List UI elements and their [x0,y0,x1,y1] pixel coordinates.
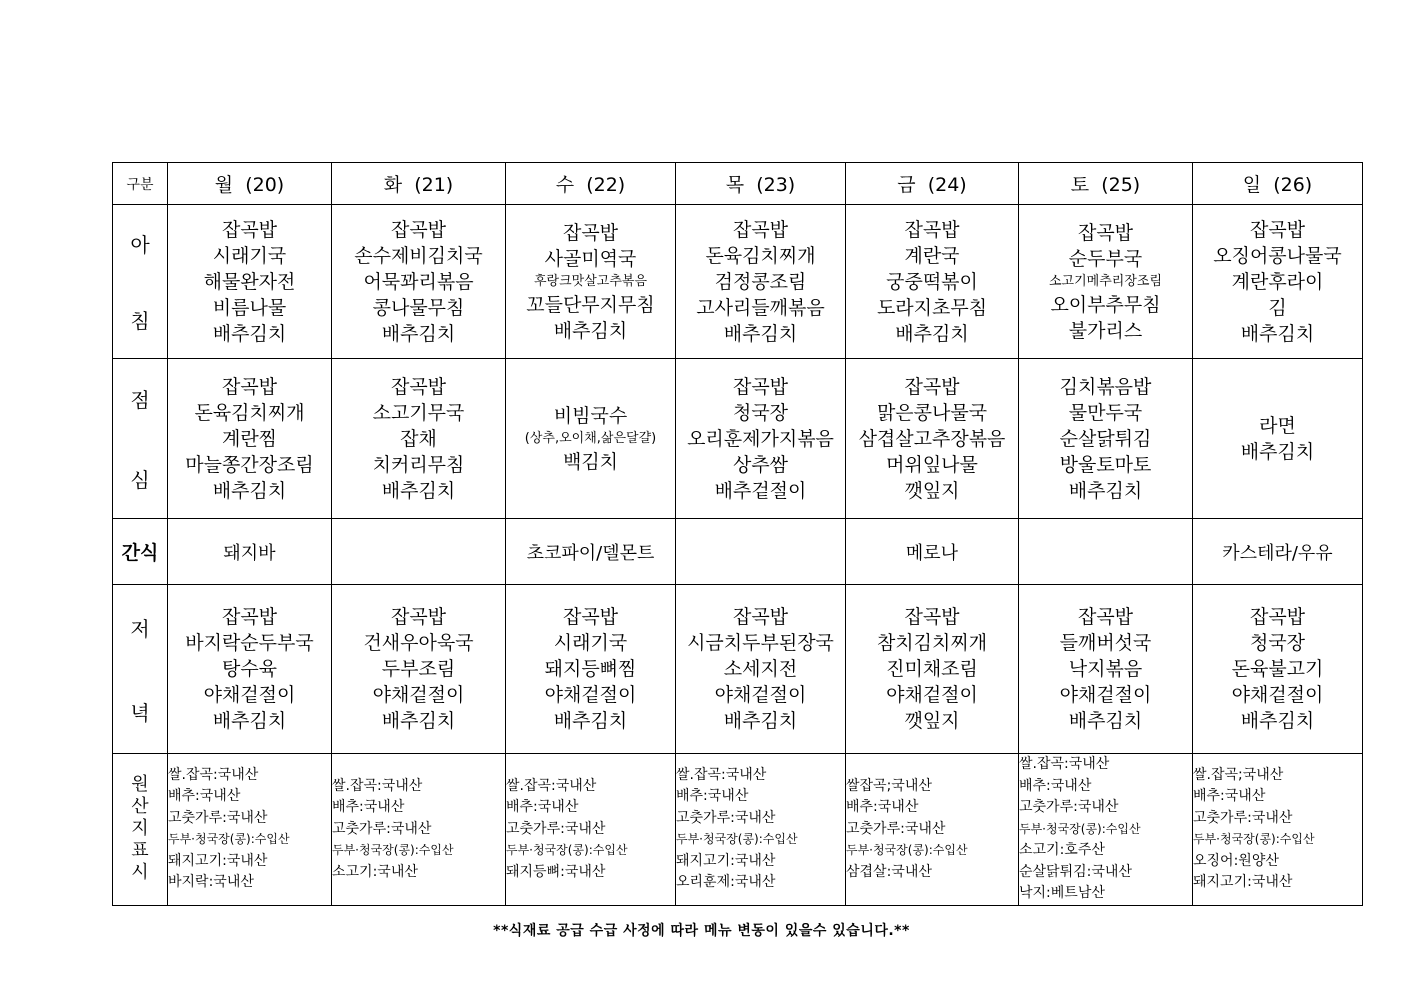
origin-line: 두부·청국장(콩):수입산 [332,843,454,857]
menu-item: 사골미역국 [544,247,637,270]
menu-item: 들깨버섯국 [1059,632,1152,654]
menu-item: 소세지전 [723,658,798,680]
menu-item: 오징어콩나물국 [1213,244,1342,267]
origin-line: 고춧가루:국내산 [506,820,606,837]
origin-cell [676,754,846,906]
origin-line: 두부·청국장(콩):수입산 [168,832,290,847]
origin-line: 두부·청국장(콩):수입산 [1193,832,1315,847]
day-date: (20) [245,174,285,196]
menu-item: 배추김치 [1240,440,1315,463]
menu-item: 건새우아욱국 [363,632,474,654]
day-header [846,163,1019,205]
row-label-char: 아 [130,232,150,257]
menu-item: 삼겹살고추장볶음 [858,427,1006,450]
origin-line: 쌀.잡곡:국내산 [1019,756,1110,772]
menu-item: 김치볶음밥 [1059,375,1152,398]
lunch-label [113,359,168,519]
day-header [506,163,676,205]
menu-item: 궁중떡볶이 [886,270,978,293]
origin-line: 배추:국내산 [1193,788,1266,805]
menu-cell [506,585,676,754]
menu-item: 야채겉절이 [886,684,978,706]
menu-item: 야채겉절이 [544,684,637,706]
menu-item: 배추김치 [1240,322,1315,345]
origin-cell [168,754,332,906]
menu-item: 시래기국 [212,244,287,267]
menu-cell [846,585,1019,754]
day-date: (21) [414,174,454,196]
menu-item: 라면 [1259,414,1296,437]
origin-line: 오징어:원양산 [1193,852,1279,869]
menu-item: 어묵꽈리볶음 [363,270,474,293]
menu-item: 깻잎지 [904,710,960,732]
menu-item: 배추김치 [723,322,798,345]
menu-cell [332,205,506,359]
menu-item: 배추겉절이 [714,479,807,502]
day-date: (24) [927,174,967,196]
day-name: 금 [897,174,916,196]
origin-cell [332,754,506,906]
snack-cell: 카스테라/우유 [1193,519,1363,585]
menu-item: 도라지초무침 [876,296,988,319]
menu-item: 머위잎나물 [886,453,978,476]
menu-item: 계란후라이 [1231,270,1324,293]
row-label-char: 침 [130,309,150,334]
day-header [676,163,846,205]
menu-item: 시금치두부된장국 [687,632,834,654]
day-date: (23) [756,174,796,196]
menu-item: 배추김치 [212,322,287,345]
menu-item: 치커리무침 [372,453,465,476]
row-label-char: 심 [130,467,150,492]
lunch-row [113,359,1363,519]
menu-item: 바지락순두부국 [185,632,314,654]
menu-item: 배추김치 [381,710,456,732]
menu-item: 마늘쫑간장조림 [185,453,314,476]
origin-cell [846,754,1019,906]
row-label-char: 원 [131,774,149,796]
menu-item: 청국장 [732,401,789,424]
menu-item: 잡곡밥 [221,218,278,241]
origin-line: 고춧가루:국내산 [846,820,946,837]
menu-item: 고사리들깨볶음 [696,296,825,319]
menu-item: 잡곡밥 [390,218,447,241]
origin-line: 삼겹살:국내산 [846,863,932,880]
menu-item: 배추김치 [895,322,969,345]
origin-line: 소고기:국내산 [332,863,418,880]
origin-line: 오리훈제:국내산 [676,874,776,891]
menu-cell [1019,585,1193,754]
menu-item: 야채겉절이 [714,684,807,706]
day-header [1019,163,1193,205]
origin-line: 두부·청국장(콩):수입산 [1019,821,1141,836]
menu-item: 참치김치찌개 [876,632,988,654]
menu-item: 잡곡밥 [1249,218,1306,241]
menu-item: 낙지볶음 [1068,658,1143,680]
menu-item: 물만두국 [1068,401,1143,424]
origin-cell [506,754,676,906]
dinner-label [113,585,168,754]
menu-item: 배추김치 [553,319,628,342]
menu-item: 방울토마토 [1059,453,1152,476]
row-label-char: 산 [131,796,149,818]
origin-line: 돼지등뼈:국내산 [506,863,606,880]
origin-line: 쌀잡곡;국내산 [846,777,932,794]
menu-item: 잡채 [400,427,437,450]
menu-cell [846,359,1019,519]
menu-item: 잡곡밥 [1077,606,1134,628]
origin-line: 두부·청국장(콩):수입산 [506,843,628,857]
origin-line: 배추:국내산 [332,799,405,815]
menu-cell [1019,205,1193,359]
origin-line: 배추:국내산 [676,788,749,805]
origin-line: 돼지고기:국내산 [168,852,268,869]
day-name: 토 [1070,174,1090,196]
menu-item: 배추김치 [1068,479,1143,502]
header-row [113,163,1363,205]
origin-cell [1193,754,1363,906]
menu-item: 깻잎지 [904,479,960,502]
origin-line: 돼지고기:국내산 [1193,874,1293,891]
menu-cell [168,359,332,519]
menu-item: 해물완자전 [203,270,296,293]
menu-item: 잡곡밥 [904,218,960,241]
dinner-row [113,585,1363,754]
row-label-char: 표 [131,840,149,862]
menu-cell [332,585,506,754]
snack-cell: 메로나 [846,519,1019,585]
menu-item: 배추김치 [1240,710,1315,732]
menu-item: 콩나물무침 [372,296,465,319]
origin-line: 쌀.잡곡:국내산 [676,766,767,783]
snack-cell [1019,519,1193,585]
menu-item: 오이부추무침 [1050,293,1161,316]
weekly-menu-table [112,162,1363,906]
menu-item: 야채겉절이 [1231,684,1324,706]
origin-line: 돼지고기:국내산 [676,852,776,869]
menu-item: 비름나물 [212,296,287,319]
menu-item: 잡곡밥 [904,375,960,398]
day-date: (22) [586,174,626,196]
menu-item: 백김치 [562,450,619,473]
origin-line: 고춧가루:국내산 [1019,799,1119,815]
row-label-char: 지 [131,818,149,840]
menu-item: 돈육김치찌개 [194,401,305,424]
origin-line: 두부·청국장(콩):수입산 [846,843,968,857]
menu-cell [1193,359,1363,519]
menu-cell [676,359,846,519]
row-label-char: 점 [130,388,150,413]
snack-label: 간식 [113,519,168,585]
menu-cell [332,359,506,519]
menu-item: 잡곡밥 [390,606,447,628]
menu-item: 상추쌈 [732,453,789,476]
menu-item: 잡곡밥 [732,218,789,241]
menu-item: 잡곡밥 [390,375,447,398]
snack-row [113,519,1363,585]
menu-item: 배추김치 [723,710,798,732]
menu-cell [506,359,676,519]
menu-item: (상추,오이채,삶은달걀) [524,430,657,446]
menu-item: 돼지등뼈찜 [544,658,637,680]
menu-item: 잡곡밥 [1249,606,1306,628]
origin-line: 쌀.잡곡;국내산 [1193,766,1284,783]
corner-label: 구분 [113,163,168,205]
menu-item: 비빔국수 [553,404,628,427]
menu-cell [676,585,846,754]
menu-item: 꼬들단무지무침 [526,293,655,316]
menu-item: 오리훈제가지볶음 [687,427,834,450]
snack-cell [332,519,506,585]
origin-line: 고춧가루:국내산 [1193,809,1293,826]
origin-line: 배추:국내산 [846,799,919,815]
origin-row [113,754,1363,906]
day-date: (25) [1101,174,1141,196]
day-name: 일 [1242,174,1262,196]
menu-item: 잡곡밥 [732,375,789,398]
origin-line: 고춧가루:국내산 [332,820,432,837]
menu-item: 청국장 [1249,632,1306,654]
menu-item: 손수제비김치국 [354,244,483,267]
origin-line: 고춧가루:국내산 [676,809,776,826]
menu-cell [1193,585,1363,754]
menu-item: 배추김치 [212,710,287,732]
origin-line: 쌀.잡곡:국내산 [168,766,259,783]
day-header [332,163,506,205]
menu-item: 야채겉절이 [203,684,296,706]
menu-item: 순두부국 [1068,247,1143,270]
origin-cell [1019,754,1193,906]
menu-cell [168,585,332,754]
day-name: 수 [555,174,575,196]
menu-item: 김 [1268,296,1287,319]
origin-line: 순살닭튀김:국내산 [1019,863,1132,880]
origin-label [113,754,168,906]
menu-item: 순살닭튀김 [1059,427,1152,450]
origin-line: 바지락:국내산 [168,874,254,891]
breakfast-label [113,205,168,359]
menu-item: 두부조림 [381,658,456,680]
menu-cell [676,205,846,359]
snack-cell: 돼지바 [168,519,332,585]
origin-line: 배추:국내산 [1019,777,1092,794]
menu-item: 잡곡밥 [562,221,619,244]
menu-item: 배추김치 [553,710,628,732]
menu-item: 잡곡밥 [221,375,278,398]
menu-item: 잡곡밥 [732,606,789,628]
origin-line: 두부·청국장(콩):수입산 [676,832,798,847]
menu-item: 돈육김치찌개 [705,244,816,267]
row-label-char: 저 [130,616,150,641]
row-label-char: 시 [131,862,149,884]
menu-item: 잡곡밥 [562,606,619,628]
breakfast-row [113,205,1363,359]
menu-item: 소고기메추리장조림 [1048,273,1163,289]
day-name: 월 [214,174,234,196]
menu-item: 검정콩조림 [714,270,807,293]
menu-cell [1019,359,1193,519]
menu-item: 배추김치 [212,479,287,502]
origin-line: 배추:국내산 [168,788,241,805]
menu-item: 진미채조림 [886,658,978,680]
day-date: (26) [1273,174,1313,196]
day-name: 화 [383,174,403,196]
menu-cell [506,205,676,359]
menu-item: 야채겉절이 [1059,684,1152,706]
row-label-char: 녁 [130,700,150,725]
origin-line: 쌀.잡곡:국내산 [332,777,423,794]
menu-item: 잡곡밥 [1077,221,1134,244]
menu-item: 야채겉절이 [372,684,465,706]
snack-cell [676,519,846,585]
menu-item: 배추김치 [1068,710,1143,732]
menu-item: 후랑크맛살고추볶음 [533,273,648,289]
menu-item: 배추김치 [381,479,456,502]
menu-item: 잡곡밥 [904,606,960,628]
day-name: 목 [725,174,745,196]
day-header [168,163,332,205]
origin-line: 배추:국내산 [506,799,579,815]
menu-cell [168,205,332,359]
menu-item: 돈육불고기 [1231,658,1324,680]
origin-line: 소고기:호주산 [1019,842,1105,858]
menu-cell [846,205,1019,359]
origin-line: 낙지:베트남산 [1019,885,1105,901]
menu-item: 계란찜 [221,427,278,450]
menu-item: 탕수육 [221,658,278,680]
menu-item: 시래기국 [553,632,628,654]
origin-line: 고춧가루:국내산 [168,809,268,826]
menu-change-notice: **식재료 공급 수급 사정에 따라 메뉴 변동이 있을수 있습니다.** [493,923,910,939]
menu-item: 맑은콩나물국 [876,401,988,424]
snack-cell: 초코파이/델몬트 [506,519,676,585]
origin-line: 쌀.잡곡:국내산 [506,777,597,794]
day-header [1193,163,1363,205]
menu-item: 소고기무국 [372,401,465,424]
menu-cell [1193,205,1363,359]
menu-item: 잡곡밥 [221,606,278,628]
menu-item: 계란국 [904,244,960,267]
menu-item: 불가리스 [1068,319,1143,342]
menu-item: 배추김치 [381,322,456,345]
